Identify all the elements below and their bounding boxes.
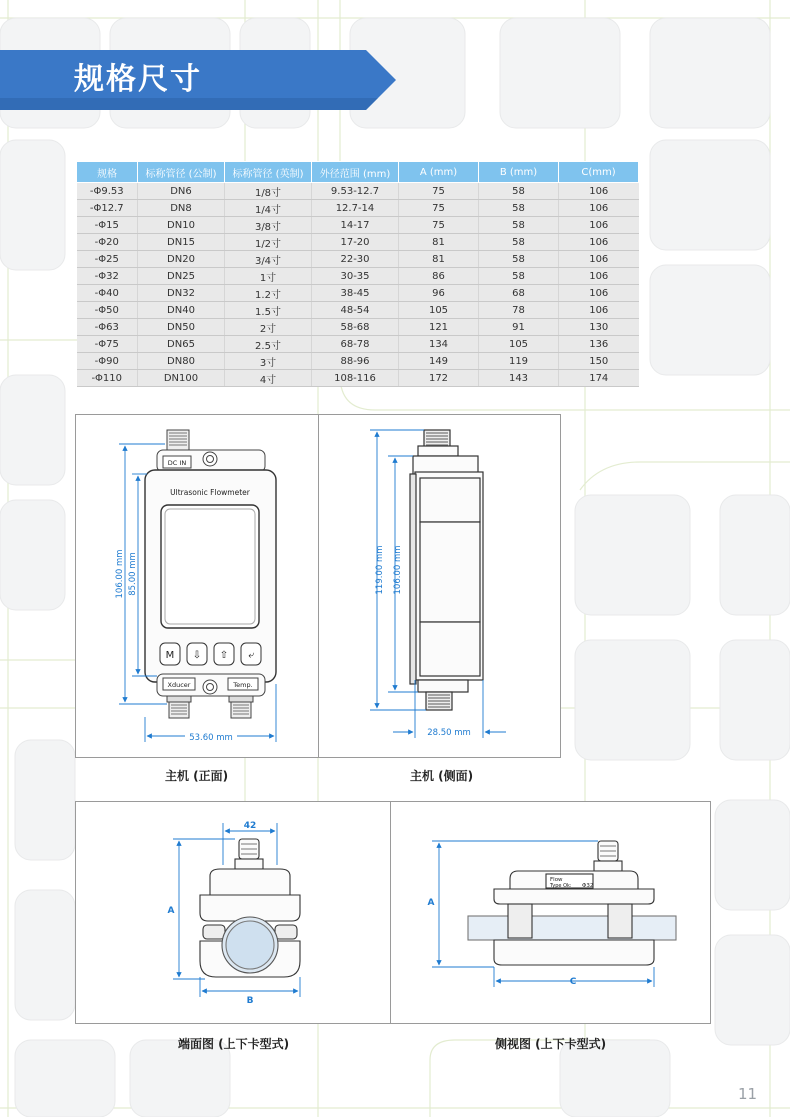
- plate-type: Type Ok:: [550, 883, 572, 889]
- table-row: [77, 251, 639, 268]
- table-cell: 130: [559, 319, 639, 336]
- table-cell: DN25: [138, 268, 225, 285]
- table-cell: -Φ9.53: [77, 183, 138, 200]
- front-view-drawing: [75, 414, 319, 758]
- table-cell: -Φ75: [77, 336, 138, 353]
- xducer-label: Xducer: [167, 681, 191, 689]
- dim-106-label: 106.00 mm: [115, 549, 125, 599]
- table-row: [77, 183, 639, 200]
- table-row: [77, 217, 639, 234]
- table-cell: 38-45: [312, 285, 399, 302]
- clamp-dim-a-label: A: [427, 898, 435, 908]
- table-cell: DN20: [138, 251, 225, 268]
- table-cell: 48-54: [312, 302, 399, 319]
- dim-a-label: A: [167, 906, 175, 916]
- table-row: [77, 285, 639, 302]
- table-cell: 58-68: [312, 319, 399, 336]
- table-cell: 78: [479, 302, 559, 319]
- clamp-side: [468, 841, 676, 965]
- table-cell: 86: [399, 268, 479, 285]
- table-cell: 136: [559, 336, 639, 353]
- table-cell: -Φ90: [77, 353, 138, 370]
- table-cell: -Φ20: [77, 234, 138, 251]
- table-cell: -Φ63: [77, 319, 138, 336]
- table-row: [77, 370, 639, 387]
- table-cell: 9.53-12.7: [312, 183, 399, 200]
- table-cell: -Φ110: [77, 370, 138, 387]
- table-cell: DN50: [138, 319, 225, 336]
- device-label: Ultrasonic Flowmeter: [170, 488, 250, 497]
- table-cell: 149: [399, 353, 479, 370]
- table-cell: DN80: [138, 353, 225, 370]
- up-button: ⇧: [219, 650, 229, 661]
- side-dim-106-label: 106.00 mm: [393, 545, 403, 595]
- table-cell: 150: [559, 353, 639, 370]
- page-title: 规格尺寸: [74, 62, 202, 97]
- table-header: A (mm): [399, 162, 479, 183]
- side-view-caption: 主机 (侧面): [410, 769, 474, 783]
- spec-table: [76, 161, 639, 387]
- table-header: 标称管径 (公制): [138, 162, 225, 183]
- plate-size: Φ32: [582, 883, 594, 889]
- table-cell: 75: [399, 200, 479, 217]
- table-header: B (mm): [479, 162, 559, 183]
- table-cell: 12.7-14: [312, 200, 399, 217]
- table-cell: 58: [479, 200, 559, 217]
- table-cell: 106: [559, 251, 639, 268]
- table-cell: 88-96: [312, 353, 399, 370]
- clamp-side-caption: 侧视图 (上下卡型式): [495, 1037, 607, 1051]
- table-cell: 14-17: [312, 217, 399, 234]
- table-cell: 174: [559, 370, 639, 387]
- table-cell: 75: [399, 217, 479, 234]
- display-screen: [161, 505, 259, 628]
- table-cell: 1寸: [225, 268, 312, 285]
- table-cell: 106: [559, 302, 639, 319]
- table-cell: 106: [559, 183, 639, 200]
- table-cell: 1/8寸: [225, 183, 312, 200]
- table-cell: DN6: [138, 183, 225, 200]
- table-cell: 58: [479, 234, 559, 251]
- table-cell: -Φ40: [77, 285, 138, 302]
- bottom-connectors: [167, 696, 253, 718]
- table-cell: 108-116: [312, 370, 399, 387]
- side-body: [410, 430, 483, 710]
- table-header: 外径范围 (mm): [312, 162, 399, 183]
- table-cell: 81: [399, 251, 479, 268]
- table-cell: 68: [479, 285, 559, 302]
- table-header-row: [77, 162, 639, 183]
- table-cell: 2寸: [225, 319, 312, 336]
- end-view-caption: 端面图 (上下卡型式): [178, 1037, 290, 1051]
- table-cell: 121: [399, 319, 479, 336]
- table-header: C(mm): [559, 162, 639, 183]
- table-cell: 96: [399, 285, 479, 302]
- table-row: [77, 302, 639, 319]
- table-cell: 1/2寸: [225, 234, 312, 251]
- table-cell: DN10: [138, 217, 225, 234]
- table-header: 标称管径 (英制): [225, 162, 312, 183]
- table-cell: 68-78: [312, 336, 399, 353]
- table-cell: DN40: [138, 302, 225, 319]
- table-cell: 3/4寸: [225, 251, 312, 268]
- dim-b-label: B: [246, 996, 254, 1006]
- table-cell: 172: [399, 370, 479, 387]
- dim-width-label: 53.60 mm: [189, 733, 233, 743]
- table-row: [77, 200, 639, 217]
- table-cell: -Φ12.7: [77, 200, 138, 217]
- table-cell: 106: [559, 268, 639, 285]
- table-cell: -Φ15: [77, 217, 138, 234]
- table-cell: 3寸: [225, 353, 312, 370]
- table-cell: 75: [399, 183, 479, 200]
- side-view-drawing: [318, 414, 561, 758]
- table-cell: -Φ50: [77, 302, 138, 319]
- table-cell: 106: [559, 217, 639, 234]
- end-view-drawing: [75, 801, 391, 1024]
- table-cell: DN32: [138, 285, 225, 302]
- dim-42-label: 42: [243, 821, 257, 831]
- table-cell: 4寸: [225, 370, 312, 387]
- table-header: 规格: [77, 162, 138, 183]
- table-cell: 134: [399, 336, 479, 353]
- table-cell: DN15: [138, 234, 225, 251]
- table-cell: 105: [479, 336, 559, 353]
- dim-119-label: 119.00 mm: [375, 545, 385, 595]
- table-cell: 119: [479, 353, 559, 370]
- table-cell: 91: [479, 319, 559, 336]
- down-button: ⇩: [192, 650, 202, 661]
- clamp-end: [200, 839, 300, 977]
- table-cell: 58: [479, 183, 559, 200]
- front-view-caption: 主机 (正面): [165, 769, 229, 783]
- table-cell: 106: [559, 234, 639, 251]
- dc-in-label: DC IN: [167, 459, 187, 467]
- table-cell: DN65: [138, 336, 225, 353]
- table-row: [77, 268, 639, 285]
- plate-brand: Flow: [550, 877, 563, 883]
- enter-button: ⤶: [248, 650, 254, 661]
- table-cell: 106: [559, 285, 639, 302]
- table-row: [77, 234, 639, 251]
- table-cell: 106: [559, 200, 639, 217]
- dim-depth-label: 28.50 mm: [427, 728, 471, 738]
- table-cell: 105: [399, 302, 479, 319]
- table-cell: 58: [479, 217, 559, 234]
- table-cell: DN100: [138, 370, 225, 387]
- table-cell: 17-20: [312, 234, 399, 251]
- table-cell: 1.5寸: [225, 302, 312, 319]
- table-cell: -Φ32: [77, 268, 138, 285]
- table-cell: 143: [479, 370, 559, 387]
- table-cell: DN8: [138, 200, 225, 217]
- table-cell: 58: [479, 251, 559, 268]
- table-cell: 1.2寸: [225, 285, 312, 302]
- temp-label: Temp.: [233, 681, 253, 689]
- table-row: [77, 353, 639, 370]
- page-number: 11: [738, 1085, 758, 1103]
- table-cell: 2.5寸: [225, 336, 312, 353]
- clamp-side-drawing: [390, 801, 711, 1024]
- table-cell: -Φ25: [77, 251, 138, 268]
- table-cell: 81: [399, 234, 479, 251]
- clamp-dim-c-label: C: [569, 977, 577, 987]
- table-cell: 22-30: [312, 251, 399, 268]
- table-cell: 58: [479, 268, 559, 285]
- table-cell: 30-35: [312, 268, 399, 285]
- table-row: [77, 336, 639, 353]
- table-cell: 3/8寸: [225, 217, 312, 234]
- table-row: [77, 319, 639, 336]
- dim-85-label: 85.00 mm: [128, 552, 138, 596]
- m-button: M: [165, 650, 175, 661]
- table-cell: 1/4寸: [225, 200, 312, 217]
